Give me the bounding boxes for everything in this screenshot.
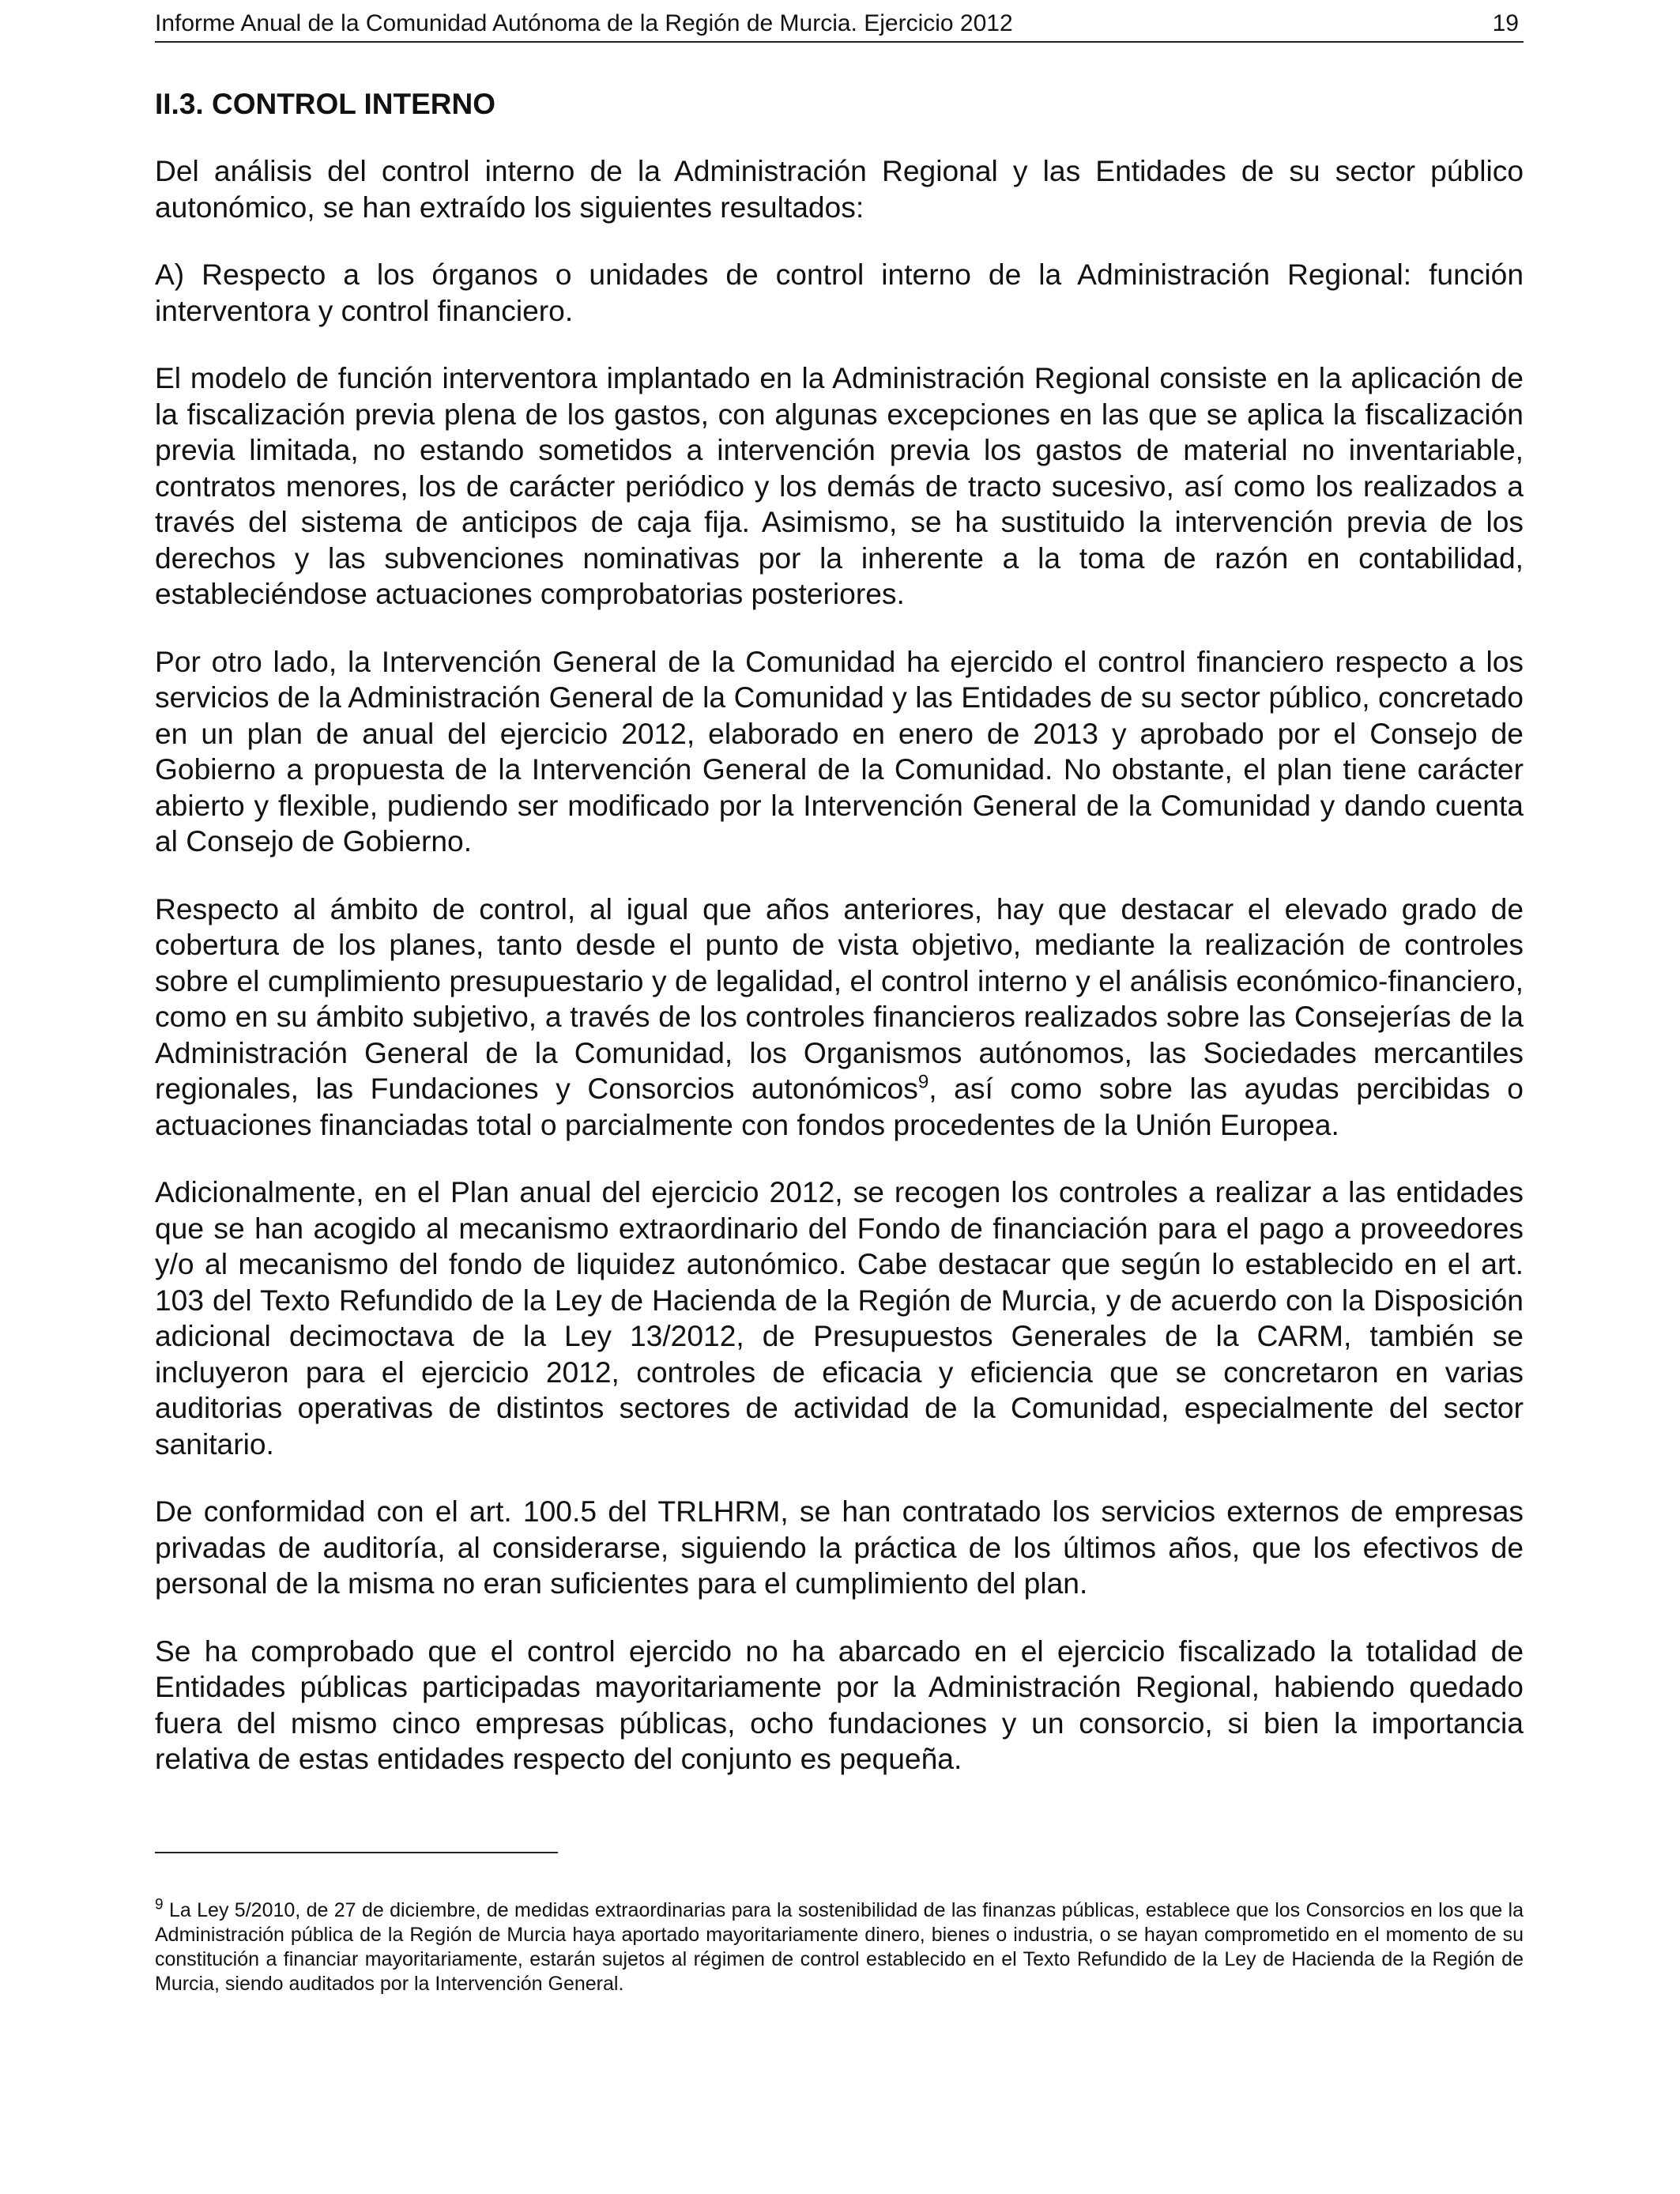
section-heading: II.3. CONTROL INTERNO [155, 88, 496, 120]
paragraph-plan-anual: Adicionalmente, en el Plan anual del ejercicio 2012, se recogen los controles a realizar a las entidades que se han acogido al mecanismo extraordinario del Fondo de financiación para el pago a proveedores y/o al mecanismo del fondo de liquidez autonómico. Cabe destacar que según lo establecido en el art. 103 del Texto Refundido de la Ley de Hacienda de la Región de Murcia, y de acuerdo con la Disposición adicional decimoctava de la Ley 13/2012, de Presupuestos Generales de la CARM, también se incluyeron para el ejercicio 2012, controles de eficacia y eficiencia que se concretaron en varias auditorias operativas de distintos sectores de actividad de la Comunidad, especialmente del sector sanitario. [155, 1175, 1524, 1461]
page-body [155, 85, 1524, 1777]
paragraph-ambito-control [155, 892, 1524, 1144]
paragraph-funcion-interventora: El modelo de función interventora implantado en la Administración Regional consiste en la aplicación de la fiscalización previa plena de los gastos, con algunas excepciones en las que se aplica la fiscalización previa limitada, no estando sometidos a intervención previa los gastos de material no inventariable, contratos menores, los de carácter periódico y los demás de tracto sucesivo, así como los realizados a través del sistema de anticipos de caja fija. Asimismo, se ha sustituido la intervención previa de los derechos y las subvenciones nominativas por la inherente a la toma de razón en contabilidad, estableciéndose actuaciones comprobatorias posteriores. [155, 361, 1524, 610]
running-header [155, 6, 1524, 43]
paragraph-intro: Del análisis del control interno de la Administración Regional y las Entidades de su sector público autonómico, se han extraído los siguientes resultados: [155, 154, 1524, 224]
paragraph-alcance-control: Se ha comprobado que el control ejercido no ha abarcado en el ejercicio fiscalizado la totalidad de Entidades públicas participadas mayoritariamente por la Administración Regional, habiendo quedado fuera del mismo cinco empresas públicas, ocho fundaciones y un consorcio, si bien la importancia relativa de estas entidades respecto del conjunto es pequeña. [155, 1634, 1524, 1775]
footnote [155, 1898, 1524, 1996]
footnote-text: La Ley 5/2010, de 27 de diciembre, de medidas extraordinarias para la sostenibilidad de las finanzas públicas, establece que los Consorcios en los que la Administración pública de la Región de Murcia haya aportado mayoritariamente dinero, bienes o industria, o se hayan comprometido en el momento de su constitución a financiar mayoritariamente, estarán sujetos al régimen de control establecido en el Texto Refundido de la Ley de Hacienda de la Región de Murcia, siendo auditados por la Intervención General. [155, 1899, 1524, 1995]
paragraph-ambito-control-part1: Respecto al ámbito de control, al igual que años anteriores, hay que destacar el elevado grado de cobertura de los planes, tanto desde el punto de vista objetivo, mediante la realización de controles sobre el cumplimiento presupuestario y de legalidad, el control interno y el análisis económico-financiero, como en su ámbito subjetivo, a través de los controles financieros realizados sobre las Consejerías de la Administración General de la Comunidad, los Organismos autónomos, las Sociedades mercantiles regionales, las Fundaciones y Consorcios autonómicos [155, 892, 1524, 1105]
paragraph-ambito-control-part2: , así como sobre las ayudas percibidas o actuaciones financiadas total o parcialmente con fondos procedentes de la Unión Europea. [155, 1072, 1524, 1141]
document-title: Informe Anual de la Comunidad Autónoma de la Región de Murcia. Ejercicio 2012 [155, 10, 1013, 36]
page-number: 19 [1492, 10, 1519, 36]
footnote-number: 9 [155, 1896, 164, 1913]
footnote-reference[interactable]: 9 [917, 1071, 929, 1093]
paragraph-auditoria-externa: De conformidad con el art. 100.5 del TRLHRM, se han contratado los servicios externos de empresas privadas de auditoría, al considerarse, siguiendo la práctica de los últimos años, que los efectivos de personal de la misma no eran suficientes para el cumplimiento del plan. [155, 1495, 1524, 1600]
paragraph-control-financiero: Por otro lado, la Intervención General de la Comunidad ha ejercido el control financiero respecto a los servicios de la Administración General de la Comunidad y las Entidades de su sector público, concretado en un plan de anual del ejercicio 2012, elaborado en enero de 2013 y aprobado por el Consejo de Gobierno a propuesta de la Intervención General de la Comunidad. No obstante, el plan tiene carácter abierto y flexible, pudiendo ser modificado por la Intervención General de la Comunidad y dando cuenta al Consejo de Gobierno. [155, 644, 1524, 858]
paragraph-subsection-a: A) Respecto a los órganos o unidades de control interno de la Administración Regional: función interventora y control financiero. [155, 258, 1524, 327]
footnote-separator [155, 1852, 558, 1853]
